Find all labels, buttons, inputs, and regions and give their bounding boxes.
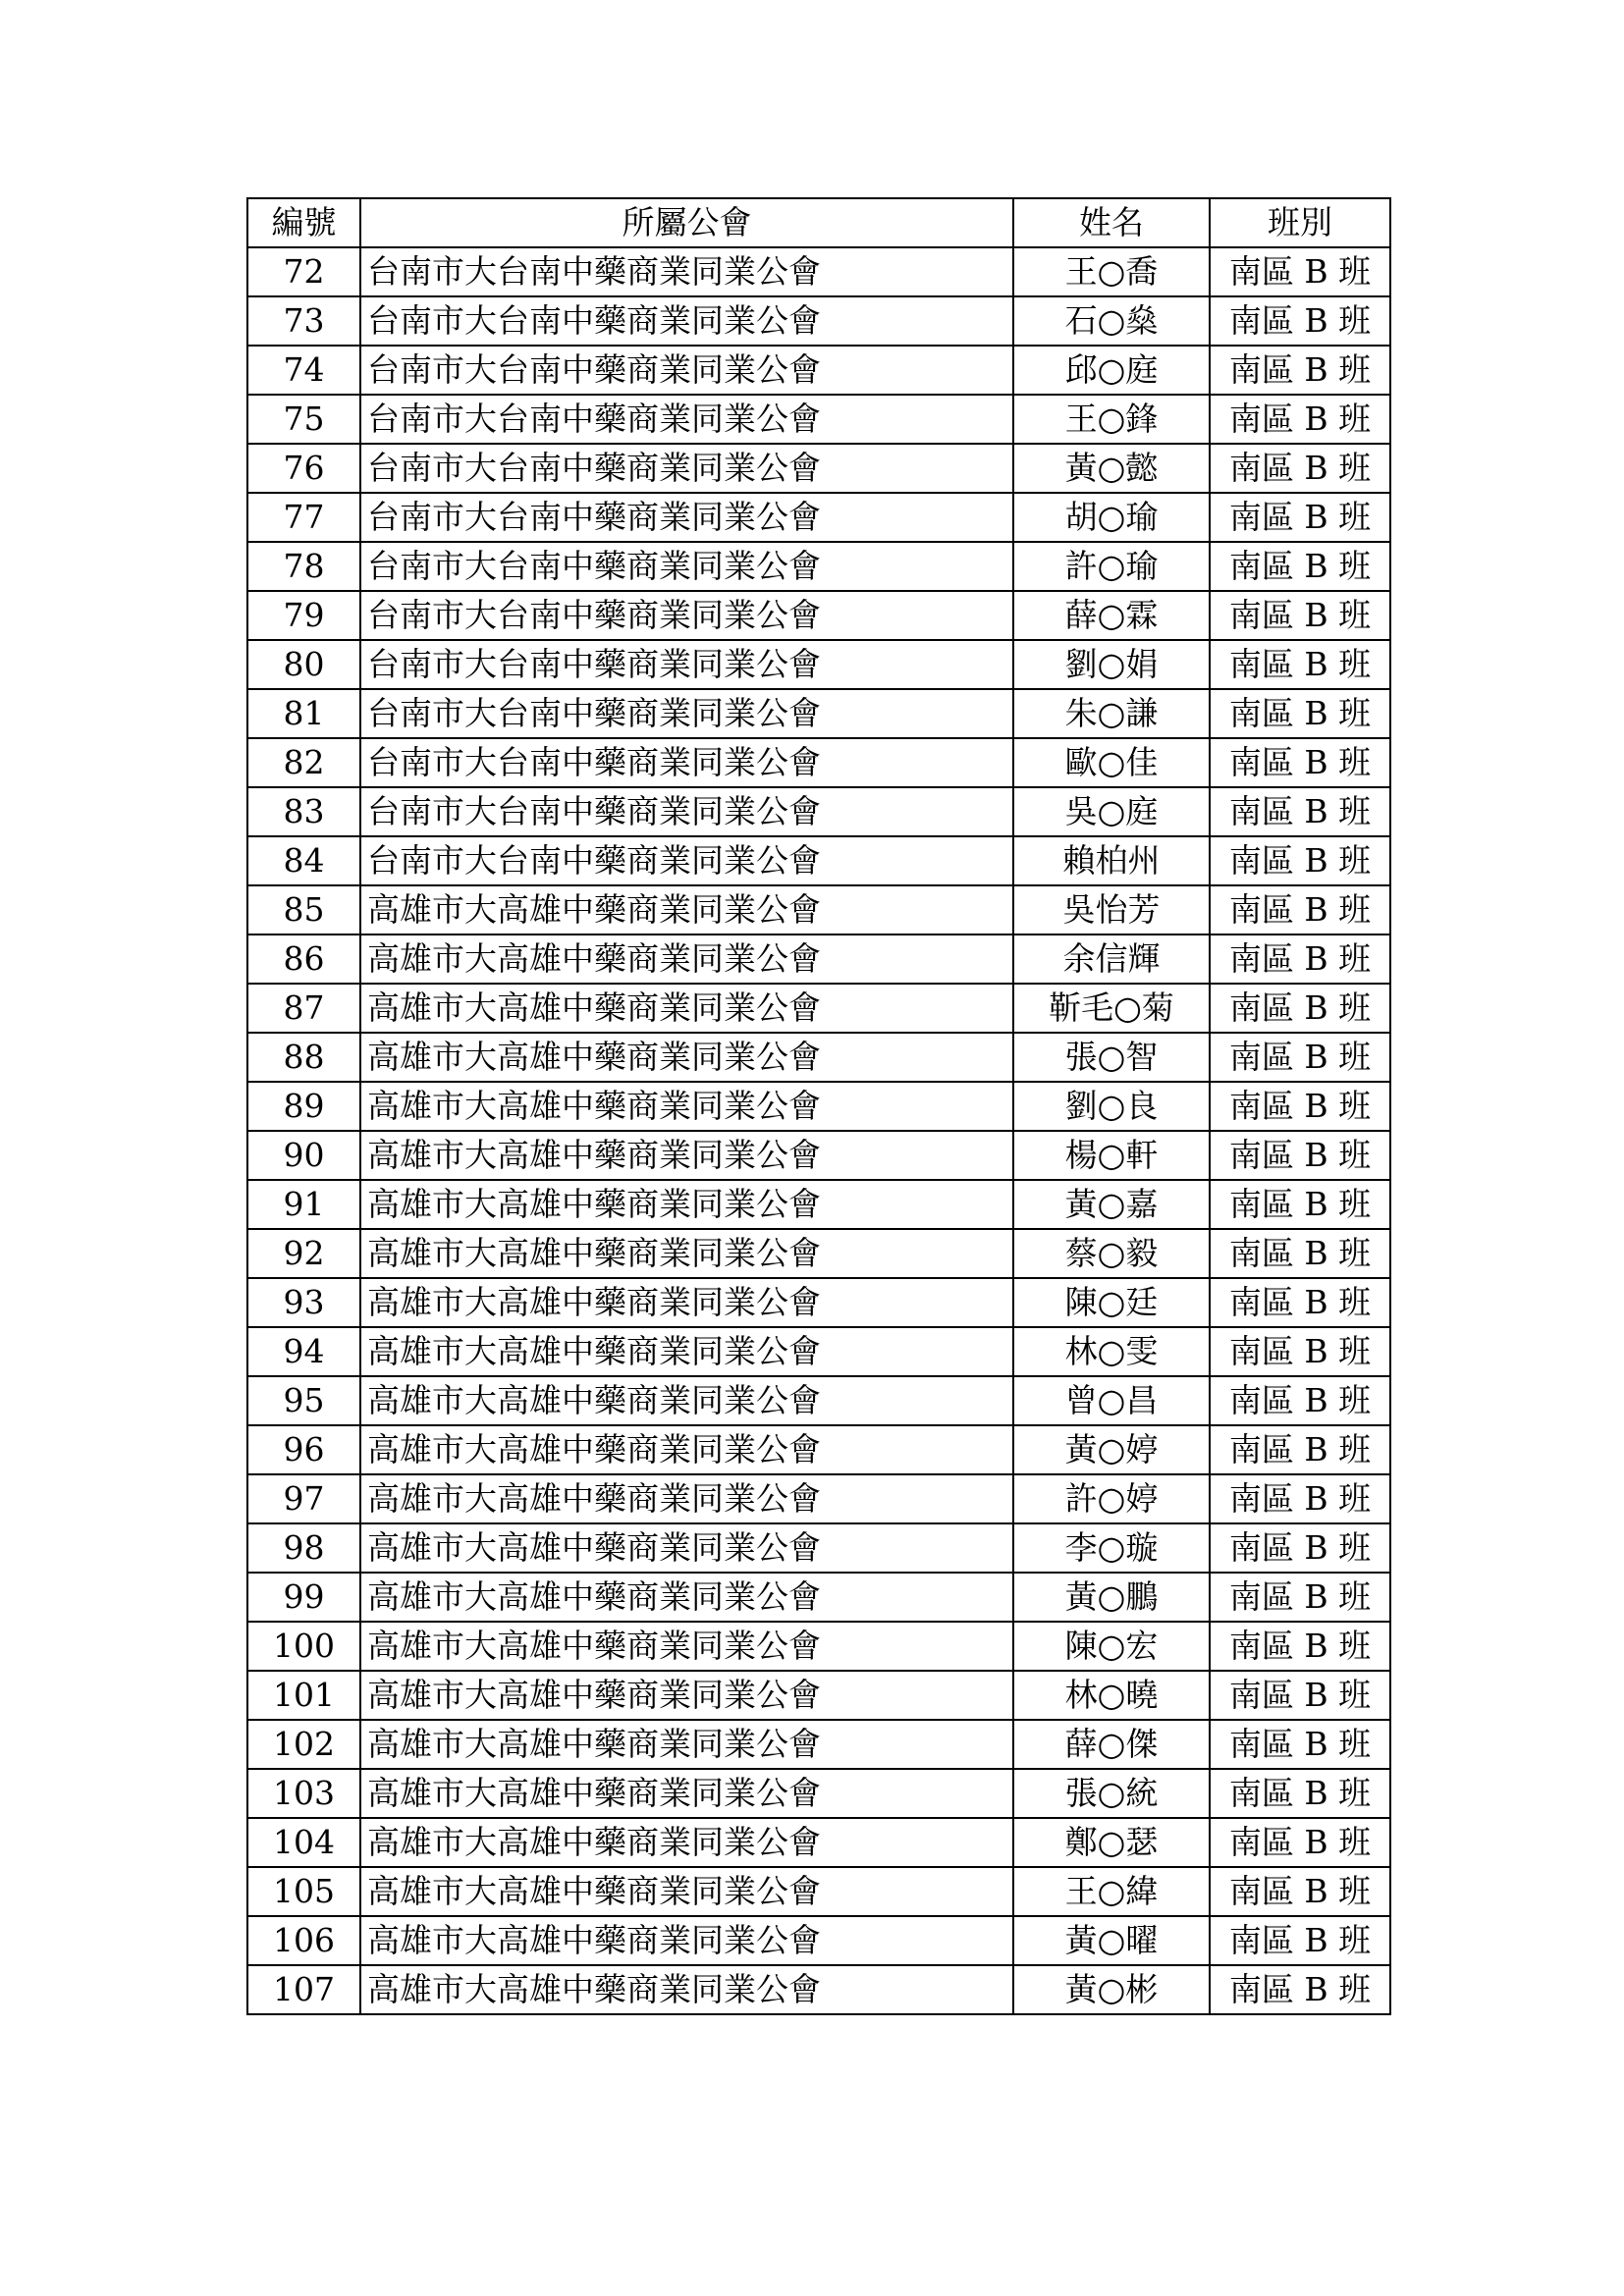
row-name: 歐○佳 <box>1013 738 1210 787</box>
row-number: 99 <box>247 1573 360 1622</box>
table-row <box>247 836 1390 885</box>
row-name: 余信輝 <box>1013 934 1210 984</box>
row-class: 南區 B 班 <box>1210 836 1390 885</box>
row-class: 南區 B 班 <box>1210 1523 1390 1573</box>
row-name: 賴柏州 <box>1013 836 1210 885</box>
row-number: 75 <box>247 395 360 444</box>
row-class: 南區 B 班 <box>1210 1229 1390 1278</box>
row-class: 南區 B 班 <box>1210 1131 1390 1180</box>
row-class: 南區 B 班 <box>1210 738 1390 787</box>
row-number: 96 <box>247 1425 360 1474</box>
row-number: 76 <box>247 444 360 493</box>
table-row <box>247 1671 1390 1720</box>
row-number: 90 <box>247 1131 360 1180</box>
table-row <box>247 1474 1390 1523</box>
table-row <box>247 1818 1390 1867</box>
row-class: 南區 B 班 <box>1210 689 1390 738</box>
row-number: 105 <box>247 1867 360 1916</box>
row-union: 高雄市大高雄中藥商業同業公會 <box>360 885 1013 934</box>
row-number: 97 <box>247 1474 360 1523</box>
row-number: 104 <box>247 1818 360 1867</box>
row-union: 高雄市大高雄中藥商業同業公會 <box>360 1180 1013 1229</box>
row-name: 陳○廷 <box>1013 1278 1210 1327</box>
row-name: 許○瑜 <box>1013 542 1210 591</box>
table-row <box>247 934 1390 984</box>
row-number: 94 <box>247 1327 360 1376</box>
table-row <box>247 738 1390 787</box>
row-class: 南區 B 班 <box>1210 247 1390 296</box>
row-union: 台南市大台南中藥商業同業公會 <box>360 395 1013 444</box>
table-row <box>247 1278 1390 1327</box>
roster-body <box>247 247 1390 2014</box>
row-union: 高雄市大高雄中藥商業同業公會 <box>360 1229 1013 1278</box>
row-name: 胡○瑜 <box>1013 493 1210 542</box>
row-class: 南區 B 班 <box>1210 1916 1390 1965</box>
table-row <box>247 885 1390 934</box>
row-number: 77 <box>247 493 360 542</box>
row-class: 南區 B 班 <box>1210 1082 1390 1131</box>
row-number: 78 <box>247 542 360 591</box>
row-union: 高雄市大高雄中藥商業同業公會 <box>360 934 1013 984</box>
header-row <box>247 198 1390 247</box>
row-number: 81 <box>247 689 360 738</box>
row-number: 98 <box>247 1523 360 1573</box>
row-name: 黃○懿 <box>1013 444 1210 493</box>
row-class: 南區 B 班 <box>1210 934 1390 984</box>
row-union: 高雄市大高雄中藥商業同業公會 <box>360 1622 1013 1671</box>
table-row <box>247 1867 1390 1916</box>
row-union: 台南市大台南中藥商業同業公會 <box>360 689 1013 738</box>
row-number: 88 <box>247 1033 360 1082</box>
row-name: 鄭○瑟 <box>1013 1818 1210 1867</box>
row-class: 南區 B 班 <box>1210 984 1390 1033</box>
row-union: 台南市大台南中藥商業同業公會 <box>360 542 1013 591</box>
header-class: 班別 <box>1210 198 1390 247</box>
row-name: 黃○鵬 <box>1013 1573 1210 1622</box>
row-name: 吳怡芳 <box>1013 885 1210 934</box>
header-number: 編號 <box>247 198 360 247</box>
table-row <box>247 1720 1390 1769</box>
row-union: 高雄市大高雄中藥商業同業公會 <box>360 1523 1013 1573</box>
row-name: 曾○昌 <box>1013 1376 1210 1425</box>
row-class: 南區 B 班 <box>1210 1818 1390 1867</box>
row-number: 100 <box>247 1622 360 1671</box>
row-name: 楊○軒 <box>1013 1131 1210 1180</box>
row-class: 南區 B 班 <box>1210 1033 1390 1082</box>
table-row <box>247 1131 1390 1180</box>
row-union: 高雄市大高雄中藥商業同業公會 <box>360 1671 1013 1720</box>
table-row <box>247 1082 1390 1131</box>
row-class: 南區 B 班 <box>1210 1425 1390 1474</box>
row-number: 83 <box>247 787 360 836</box>
row-union: 台南市大台南中藥商業同業公會 <box>360 591 1013 640</box>
row-name: 許○婷 <box>1013 1474 1210 1523</box>
row-number: 73 <box>247 296 360 346</box>
table-row <box>247 640 1390 689</box>
row-union: 高雄市大高雄中藥商業同業公會 <box>360 1818 1013 1867</box>
row-union: 高雄市大高雄中藥商業同業公會 <box>360 1082 1013 1131</box>
row-number: 80 <box>247 640 360 689</box>
row-name: 黃○嘉 <box>1013 1180 1210 1229</box>
table-row <box>247 1180 1390 1229</box>
table-row <box>247 1425 1390 1474</box>
row-union: 高雄市大高雄中藥商業同業公會 <box>360 1327 1013 1376</box>
row-class: 南區 B 班 <box>1210 787 1390 836</box>
table-row <box>247 1573 1390 1622</box>
row-number: 87 <box>247 984 360 1033</box>
row-class: 南區 B 班 <box>1210 1474 1390 1523</box>
row-name: 黃○婷 <box>1013 1425 1210 1474</box>
row-name: 蔡○毅 <box>1013 1229 1210 1278</box>
row-name: 黃○曜 <box>1013 1916 1210 1965</box>
row-name: 黃○彬 <box>1013 1965 1210 2014</box>
row-class: 南區 B 班 <box>1210 1671 1390 1720</box>
table-row <box>247 395 1390 444</box>
row-name: 薛○霖 <box>1013 591 1210 640</box>
row-union: 台南市大台南中藥商業同業公會 <box>360 738 1013 787</box>
row-union: 台南市大台南中藥商業同業公會 <box>360 296 1013 346</box>
row-name: 吳○庭 <box>1013 787 1210 836</box>
row-number: 85 <box>247 885 360 934</box>
table-row <box>247 247 1390 296</box>
row-name: 王○緯 <box>1013 1867 1210 1916</box>
row-number: 79 <box>247 591 360 640</box>
row-number: 103 <box>247 1769 360 1818</box>
row-number: 89 <box>247 1082 360 1131</box>
header-name: 姓名 <box>1013 198 1210 247</box>
row-name: 薛○傑 <box>1013 1720 1210 1769</box>
row-union: 高雄市大高雄中藥商業同業公會 <box>360 1033 1013 1082</box>
row-union: 高雄市大高雄中藥商業同業公會 <box>360 1720 1013 1769</box>
row-class: 南區 B 班 <box>1210 395 1390 444</box>
row-number: 72 <box>247 247 360 296</box>
row-name: 李○璇 <box>1013 1523 1210 1573</box>
row-name: 林○雯 <box>1013 1327 1210 1376</box>
header-union: 所屬公會 <box>360 198 1013 247</box>
row-name: 劉○娟 <box>1013 640 1210 689</box>
row-class: 南區 B 班 <box>1210 493 1390 542</box>
row-class: 南區 B 班 <box>1210 1769 1390 1818</box>
row-name: 朱○謙 <box>1013 689 1210 738</box>
row-class: 南區 B 班 <box>1210 640 1390 689</box>
row-class: 南區 B 班 <box>1210 1327 1390 1376</box>
row-class: 南區 B 班 <box>1210 1278 1390 1327</box>
row-class: 南區 B 班 <box>1210 1867 1390 1916</box>
row-union: 高雄市大高雄中藥商業同業公會 <box>360 1474 1013 1523</box>
row-class: 南區 B 班 <box>1210 542 1390 591</box>
row-union: 高雄市大高雄中藥商業同業公會 <box>360 1769 1013 1818</box>
row-union: 高雄市大高雄中藥商業同業公會 <box>360 1376 1013 1425</box>
row-class: 南區 B 班 <box>1210 346 1390 395</box>
row-number: 92 <box>247 1229 360 1278</box>
table-row <box>247 1327 1390 1376</box>
row-name: 王○鋒 <box>1013 395 1210 444</box>
row-number: 106 <box>247 1916 360 1965</box>
row-union: 高雄市大高雄中藥商業同業公會 <box>360 1916 1013 1965</box>
table-row <box>247 1916 1390 1965</box>
row-union: 高雄市大高雄中藥商業同業公會 <box>360 984 1013 1033</box>
row-class: 南區 B 班 <box>1210 1180 1390 1229</box>
row-union: 台南市大台南中藥商業同業公會 <box>360 247 1013 296</box>
table-row <box>247 689 1390 738</box>
row-name: 張○統 <box>1013 1769 1210 1818</box>
row-number: 93 <box>247 1278 360 1327</box>
row-number: 74 <box>247 346 360 395</box>
table-row <box>247 984 1390 1033</box>
row-number: 82 <box>247 738 360 787</box>
table-row <box>247 346 1390 395</box>
roster-table <box>246 197 1391 2015</box>
row-number: 102 <box>247 1720 360 1769</box>
row-number: 84 <box>247 836 360 885</box>
row-class: 南區 B 班 <box>1210 1376 1390 1425</box>
row-class: 南區 B 班 <box>1210 1622 1390 1671</box>
row-union: 台南市大台南中藥商業同業公會 <box>360 836 1013 885</box>
row-number: 107 <box>247 1965 360 2014</box>
row-union: 高雄市大高雄中藥商業同業公會 <box>360 1965 1013 2014</box>
row-name: 王○喬 <box>1013 247 1210 296</box>
row-class: 南區 B 班 <box>1210 591 1390 640</box>
table-row <box>247 1622 1390 1671</box>
row-union: 高雄市大高雄中藥商業同業公會 <box>360 1131 1013 1180</box>
row-class: 南區 B 班 <box>1210 444 1390 493</box>
row-number: 91 <box>247 1180 360 1229</box>
table-row <box>247 444 1390 493</box>
row-number: 86 <box>247 934 360 984</box>
table-row <box>247 1965 1390 2014</box>
table-row <box>247 591 1390 640</box>
row-union: 高雄市大高雄中藥商業同業公會 <box>360 1573 1013 1622</box>
row-union: 台南市大台南中藥商業同業公會 <box>360 444 1013 493</box>
table-row <box>247 1376 1390 1425</box>
table-row <box>247 1033 1390 1082</box>
table-row <box>247 787 1390 836</box>
row-class: 南區 B 班 <box>1210 296 1390 346</box>
row-class: 南區 B 班 <box>1210 1573 1390 1622</box>
row-class: 南區 B 班 <box>1210 885 1390 934</box>
table-row <box>247 1523 1390 1573</box>
row-union: 高雄市大高雄中藥商業同業公會 <box>360 1425 1013 1474</box>
table-row <box>247 493 1390 542</box>
row-name: 林○曉 <box>1013 1671 1210 1720</box>
row-name: 張○智 <box>1013 1033 1210 1082</box>
row-class: 南區 B 班 <box>1210 1720 1390 1769</box>
table-row <box>247 296 1390 346</box>
row-name: 石○燊 <box>1013 296 1210 346</box>
row-union: 台南市大台南中藥商業同業公會 <box>360 493 1013 542</box>
row-number: 95 <box>247 1376 360 1425</box>
row-name: 邱○庭 <box>1013 346 1210 395</box>
row-number: 101 <box>247 1671 360 1720</box>
row-name: 陳○宏 <box>1013 1622 1210 1671</box>
table-row <box>247 1769 1390 1818</box>
row-name: 劉○良 <box>1013 1082 1210 1131</box>
row-union: 台南市大台南中藥商業同業公會 <box>360 787 1013 836</box>
row-union: 台南市大台南中藥商業同業公會 <box>360 640 1013 689</box>
row-union: 高雄市大高雄中藥商業同業公會 <box>360 1867 1013 1916</box>
table-row <box>247 542 1390 591</box>
row-union: 台南市大台南中藥商業同業公會 <box>360 346 1013 395</box>
table-row <box>247 1229 1390 1278</box>
row-class: 南區 B 班 <box>1210 1965 1390 2014</box>
row-name: 靳毛○菊 <box>1013 984 1210 1033</box>
row-union: 高雄市大高雄中藥商業同業公會 <box>360 1278 1013 1327</box>
